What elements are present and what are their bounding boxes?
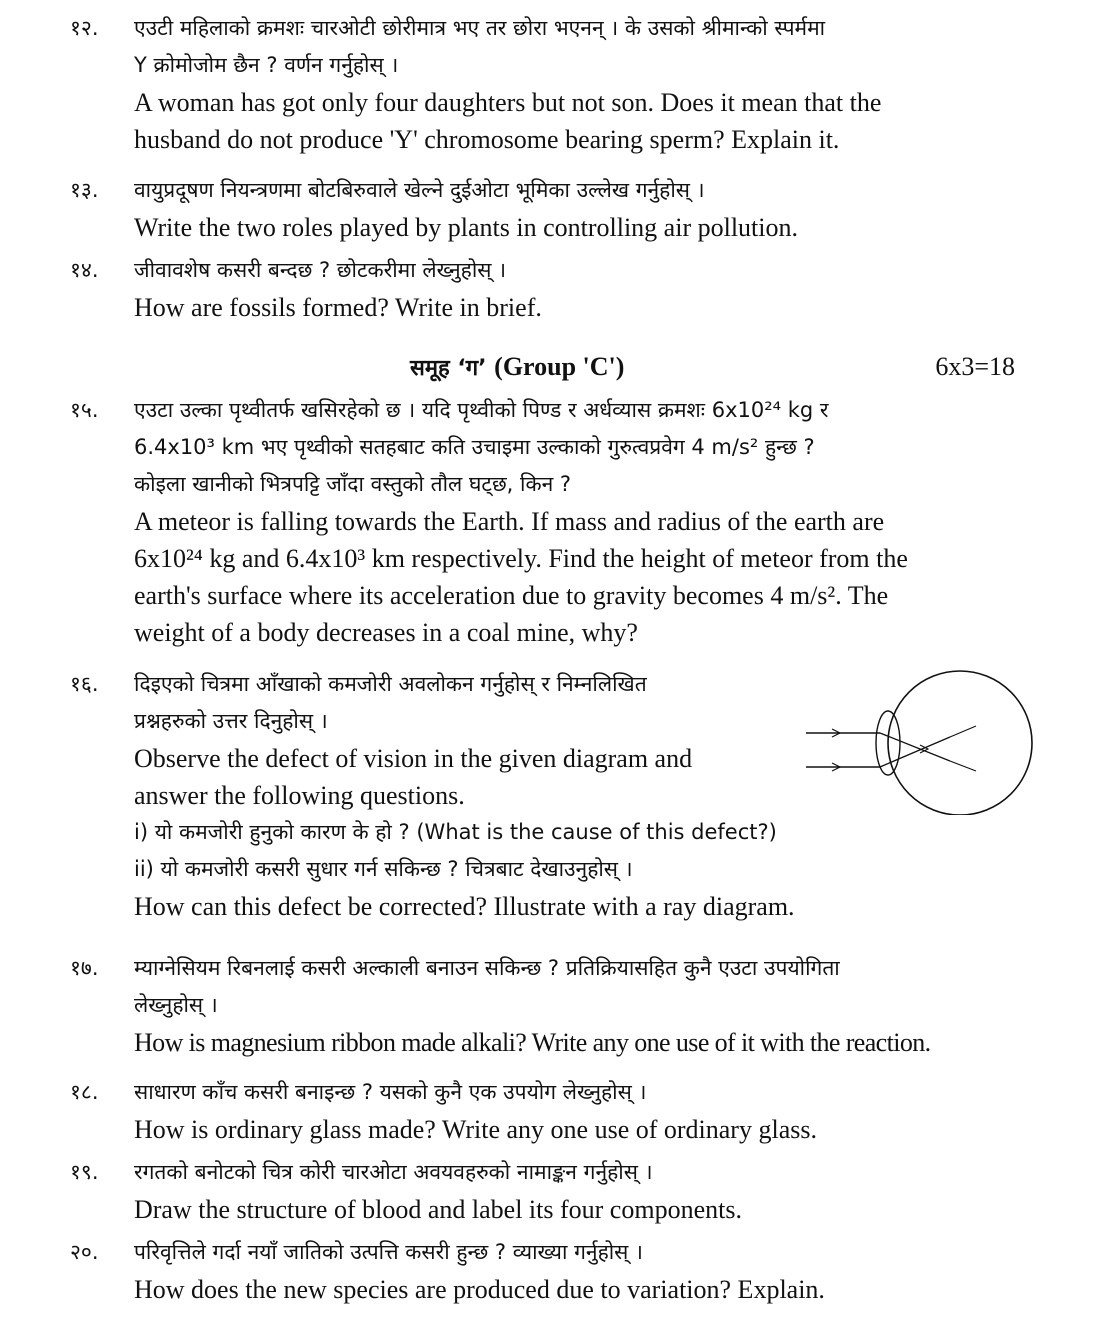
question-text-en: earth's surface where its acceleration due to gravity becomes 4 m/s². The — [134, 581, 889, 610]
question-text-en: A meteor is falling towards the Earth. If mass and radius of the earth are — [134, 507, 885, 536]
group-marks: 6x3=18 — [935, 352, 1015, 381]
question-19 — [70, 1154, 1040, 1228]
question-number: १७. — [70, 956, 99, 980]
question-text-np: Y क्रोमोजोम छैन ? वर्णन गर्नुहोस् । — [134, 53, 399, 77]
question-text-np: म्याग्नेसियम रिबनलाई कसरी अल्काली बनाउन सकिन्छ ? प्रतिक्रियासहित कुनै एउटा उपयोगिता — [134, 956, 840, 980]
question-12 — [70, 10, 1040, 158]
question-20 — [70, 1234, 1040, 1308]
question-text-np: साधारण काँच कसरी बनाइन्छ ? यसको कुनै एक उपयोग लेख्नुहोस् । — [134, 1080, 647, 1104]
question-text-en: Write the two roles played by plants in controlling air pollution. — [134, 213, 798, 242]
question-text-en: How is magnesium ribbon made alkali? Write any one use of it with the reaction. — [134, 1028, 931, 1057]
question-13 — [70, 172, 1040, 246]
question-14 — [70, 252, 1040, 326]
sub-question-text: i) यो कमजोरी हुनुको कारण के हो ? (What is the cause of this defect?) — [134, 820, 777, 844]
group-heading — [0, 348, 1103, 388]
question-text-en: How does the new species are produced due to variation? Explain. — [134, 1275, 825, 1304]
group-title-np: समूह ‘ग’ — [410, 356, 487, 381]
question-text-en: answer the following questions. — [134, 781, 465, 810]
question-number: १९. — [70, 1160, 99, 1184]
question-text-np: रगतको बनोटको चित्र कोरी चारओटा अवयवहरुको नामाङ्कन गर्नुहोस् । — [134, 1160, 653, 1184]
question-text-np: परिवृत्तिले गर्दा नयाँ जातिको उत्पत्ति कसरी हुन्छ ? व्याख्या गर्नुहोस् । — [134, 1240, 643, 1264]
question-number: १२. — [70, 16, 99, 40]
question-number: २०. — [70, 1240, 99, 1264]
question-text-np: लेख्नुहोस् । — [134, 993, 218, 1017]
question-text-en: 6x10²⁴ kg and 6.4x10³ km respectively. Find the height of meteor from the — [134, 544, 908, 573]
question-15 — [70, 392, 1040, 651]
question-text-en: husband do not produce 'Y' chromosome bearing sperm? Explain it. — [134, 125, 840, 154]
question-number: १५. — [70, 398, 99, 422]
group-title — [410, 348, 624, 388]
question-number: १४. — [70, 258, 99, 282]
question-text-np: 6.4x10³ km भए पृथ्वीको सतहबाट कति उचाइमा उल्काको गुरुत्वप्रवेग 4 m/s² हुन्छ ? — [134, 435, 815, 459]
question-text-en: How are fossils formed? Write in brief. — [134, 293, 542, 322]
question-text-np: वायुप्रदूषण नियन्त्रणमा बोटबिरुवाले खेल्ने दुईओटा भूमिका उल्लेख गर्नुहोस् । — [134, 178, 705, 202]
eye-defect-diagram-icon — [800, 665, 1040, 815]
question-text-en: weight of a body decreases in a coal mine, why? — [134, 618, 638, 647]
question-number: १३. — [70, 178, 99, 202]
question-text-np: जीवावशेष कसरी बन्दछ ? छोटकरीमा लेख्नुहोस् । — [134, 258, 507, 282]
question-text-np: एउटी महिलाको क्रमशः चारओटी छोरीमात्र भए तर छोरा भएनन् । के उसको श्रीमान्को स्पर्ममा — [134, 16, 826, 40]
question-text-en: Observe the defect of vision in the given diagram and — [134, 744, 693, 773]
question-text-en: How is ordinary glass made? Write any one use of ordinary glass. — [134, 1115, 817, 1144]
question-text-np: एउटा उल्का पृथ्वीतर्फ खसिरहेको छ । यदि पृथ्वीको पिण्ड र अर्धव्यास क्रमशः 6x10²⁴ kg र — [134, 398, 829, 422]
question-text-en: A woman has got only four daughters but not son. Does it mean that the — [134, 88, 882, 117]
question-18 — [70, 1074, 1040, 1148]
question-text-np: दिइएको चित्रमा आँखाको कमजोरी अवलोकन गर्नुहोस् र निम्नलिखित — [134, 672, 647, 696]
question-number: १६. — [70, 672, 99, 696]
question-number: १८. — [70, 1080, 99, 1104]
question-text-np: कोइला खानीको भित्रपट्टि जाँदा वस्तुको तौल घट्छ, किन ? — [134, 472, 572, 496]
group-title-en: (Group 'C') — [494, 352, 625, 381]
question-text-np: प्रश्नहरुको उत्तर दिनुहोस् । — [134, 709, 328, 733]
sub-question-text-en: How can this defect be corrected? Illustrate with a ray diagram. — [134, 892, 795, 921]
sub-question-text: ii) यो कमजोरी कसरी सुधार गर्न सकिन्छ ? चित्रबाट देखाउनुहोस् । — [134, 857, 633, 881]
question-17 — [70, 950, 1040, 1061]
question-text-en: Draw the structure of blood and label its four components. — [134, 1195, 742, 1224]
